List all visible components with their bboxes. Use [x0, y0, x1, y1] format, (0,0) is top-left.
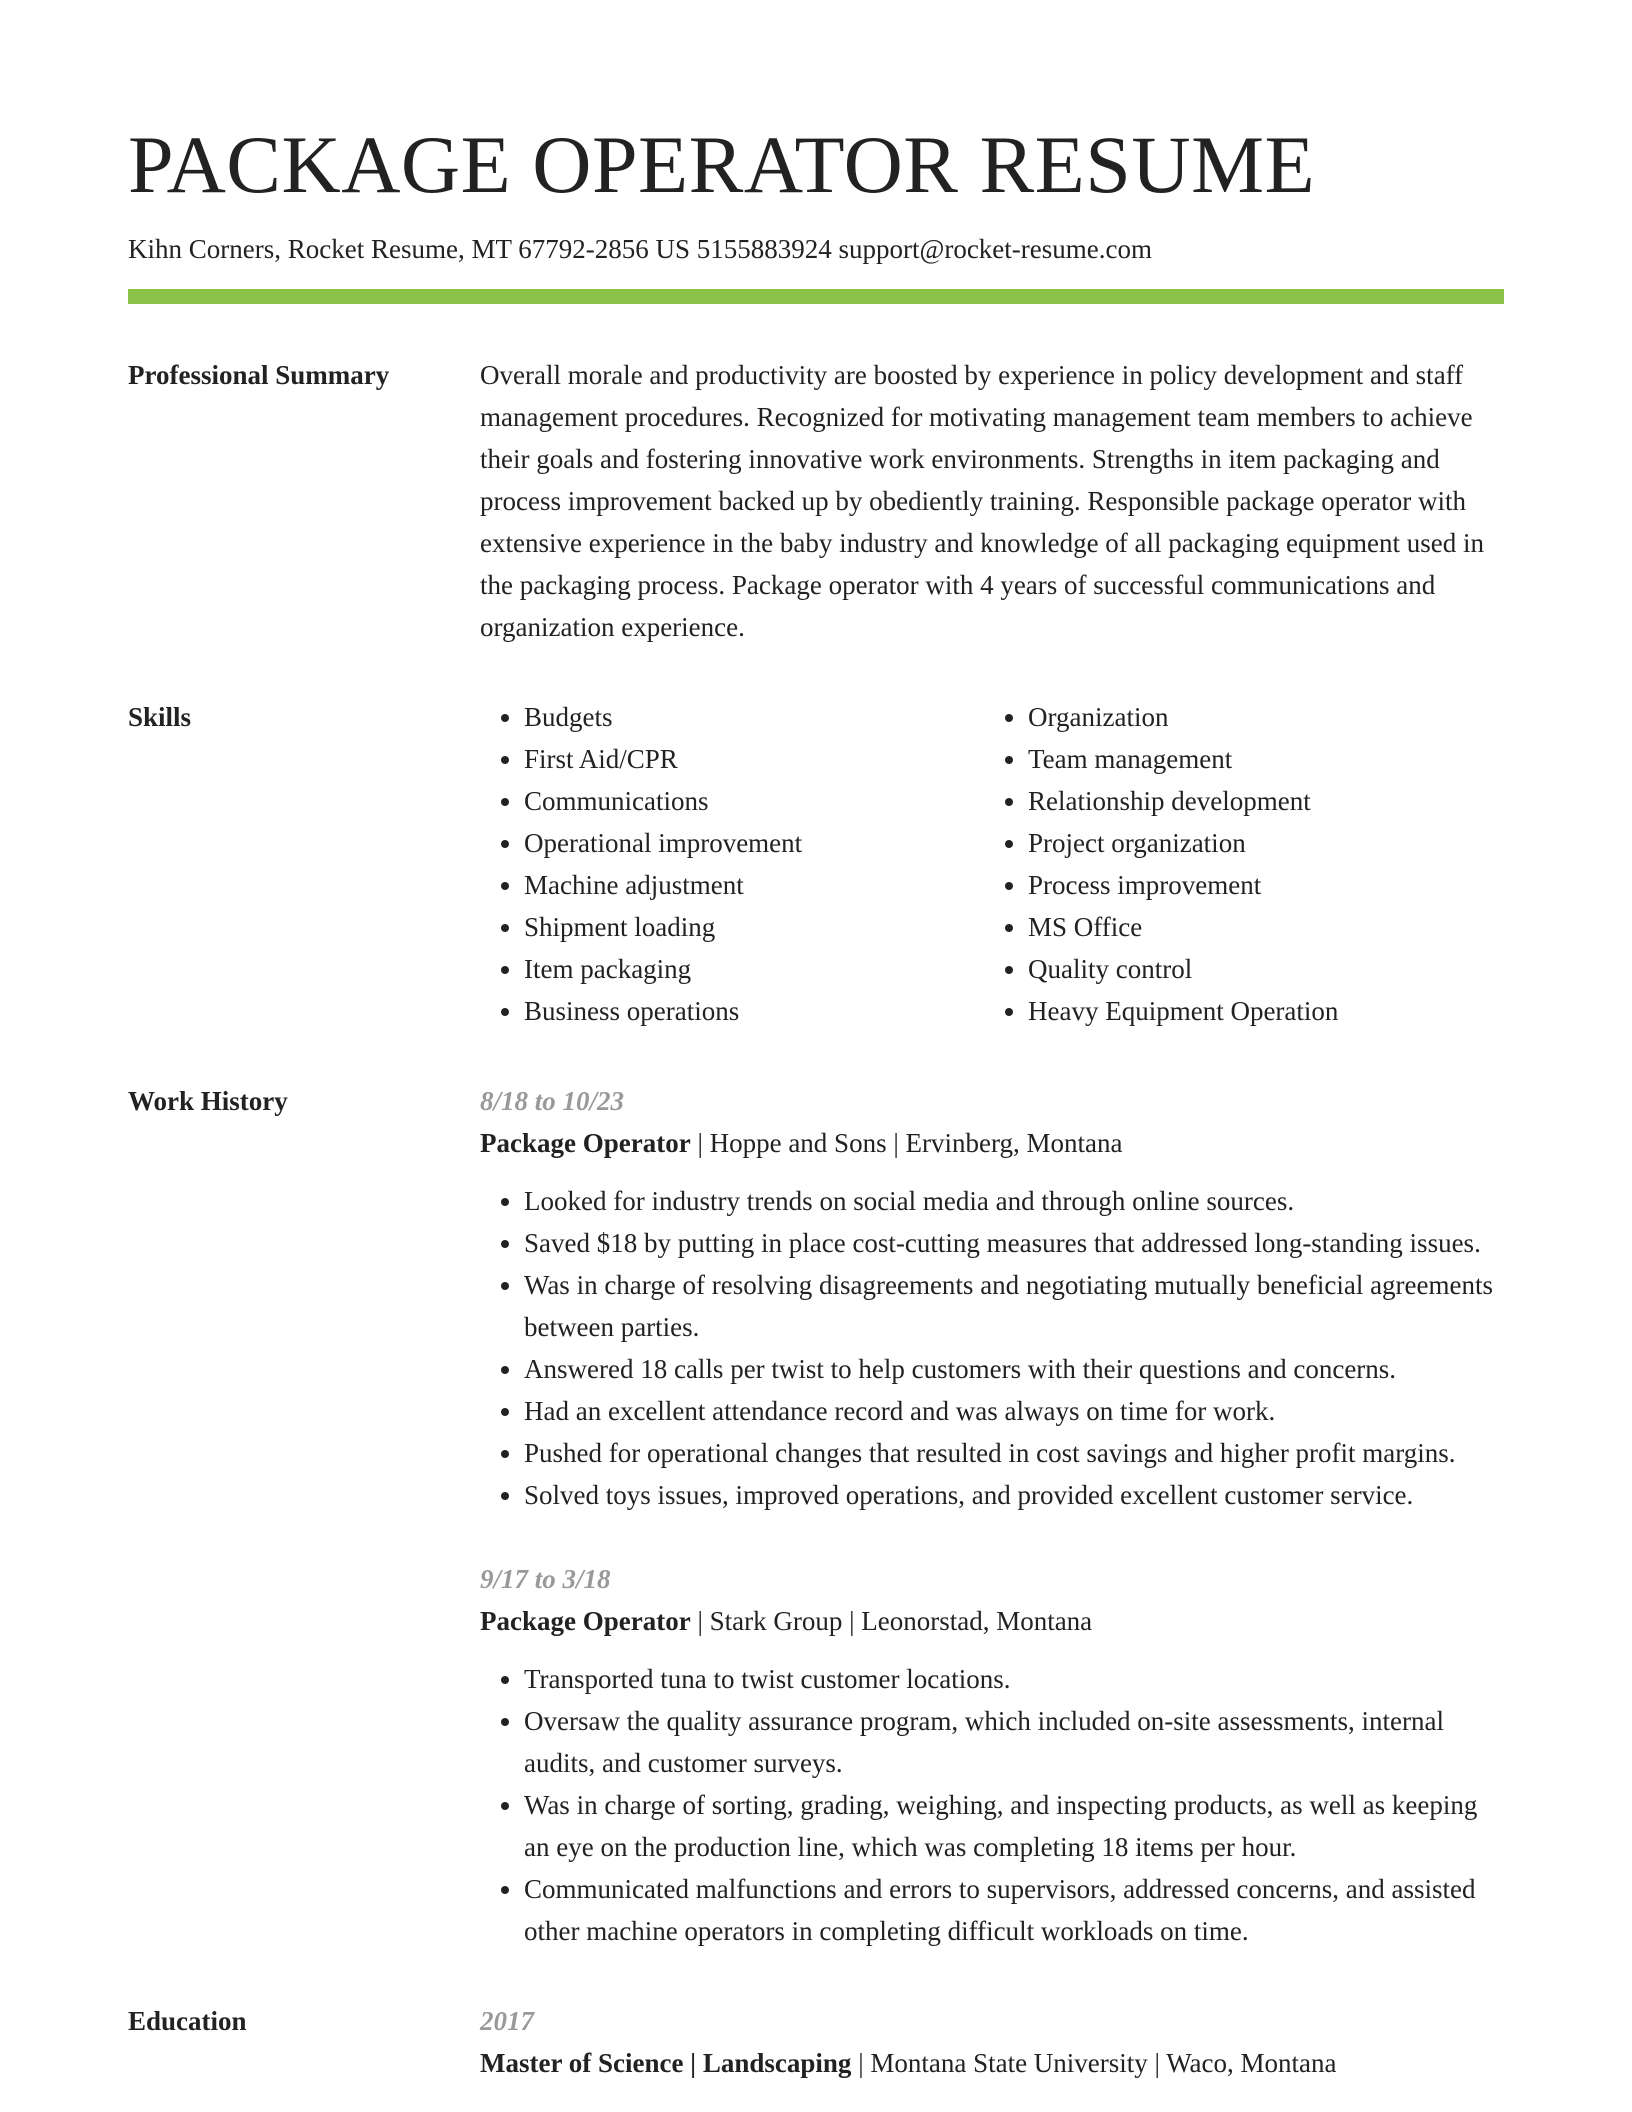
skill-item: • Shipment loading [524, 906, 984, 948]
contact-line: Kihn Corners, Rocket Resume, MT 67792-2856 US 5155883924 support@rocket-resume.com [128, 234, 1152, 265]
job-bullet: • Solved toys issues, improved operations, and provided excellent customer service. [524, 1474, 1504, 1516]
skill-item: • Item packaging [524, 948, 984, 990]
section-label-summary: Professional Summary [128, 360, 390, 391]
job-bullet: • Transported tuna to twist customer locations. [524, 1658, 1504, 1700]
education-line [480, 2042, 1504, 2084]
skill-item: • Quality control [1028, 948, 1504, 990]
job-role-line [480, 1600, 1504, 1642]
skill-item: • Team management [1028, 738, 1504, 780]
job-role-line [480, 1122, 1504, 1164]
job-title: Package Operator [480, 1128, 691, 1159]
section-label-skills: Skills [128, 702, 192, 733]
skill-item: • Organization [1028, 696, 1504, 738]
skills-section [128, 696, 1504, 1032]
job-bullet: • Pushed for operational changes that resulted in cost savings and higher profit margins. [524, 1432, 1504, 1474]
job-bullet: • Was in charge of resolving disagreements and negotiating mutually beneficial agreements between parties. [524, 1264, 1504, 1348]
job-bullet: • Oversaw the quality assurance program, which included on-site assessments, internal audits, and customer surveys. [524, 1700, 1504, 1784]
job-dates: 8/18 to 10/23 [480, 1086, 625, 1117]
job-bullet: • Saved $18 by putting in place cost-cutting measures that addressed long-standing issues. [524, 1222, 1504, 1264]
skill-item: • Heavy Equipment Operation [1028, 990, 1504, 1032]
skill-item: • Business operations [524, 990, 984, 1032]
summary-text: Overall morale and productivity are boosted by experience in policy development and staff management procedures. Recognized for motivating management team members to achieve their goals and fostering innovative work environments. Strengths in item packaging and process improvement backed up by obediently training. Responsible package operator with extensive experience in the baby industry and knowledge of all packaging equipment used in the packaging process. Package operator with 4 years of successful communications and organization experience. [480, 360, 1484, 643]
job-entry [480, 1080, 1504, 1516]
job-employer: | Hoppe and Sons | Ervinberg, Montana [690, 1128, 1123, 1159]
section-label-work: Work History [128, 1086, 288, 1117]
job-entry [480, 1558, 1504, 1952]
education-school: | Montana State University | Waco, Montana [851, 2048, 1337, 2079]
skills-list-right [984, 696, 1504, 1032]
header-divider [128, 289, 1504, 304]
skill-item: • Machine adjustment [524, 864, 984, 906]
section-label-education: Education [128, 2006, 247, 2037]
job-bullet: • Communicated malfunctions and errors to supervisors, addressed concerns, and assisted other machine operators in completing difficult workloads on time. [524, 1868, 1504, 1952]
skill-item: • Relationship development [1028, 780, 1504, 822]
job-bullet: • Looked for industry trends on social media and through online sources. [524, 1180, 1504, 1222]
skill-item: • Budgets [524, 696, 984, 738]
skill-item: • MS Office [1028, 906, 1504, 948]
education-degree: Master of Science | Landscaping [480, 2048, 852, 2079]
skill-item: • Project organization [1028, 822, 1504, 864]
summary-section [128, 354, 1504, 648]
skills-list-left [480, 696, 984, 1032]
skill-item: • Operational improvement [524, 822, 984, 864]
job-title: Package Operator [480, 1606, 691, 1637]
job-dates: 9/17 to 3/18 [480, 1564, 611, 1595]
education-section [128, 2000, 1504, 2084]
work-history-section [128, 1080, 1504, 1952]
skill-item: • Process improvement [1028, 864, 1504, 906]
job-bullets [480, 1658, 1504, 1952]
skill-item: • Communications [524, 780, 984, 822]
job-employer: | Stark Group | Leonorstad, Montana [690, 1606, 1093, 1637]
job-bullet: • Answered 18 calls per twist to help customers with their questions and concerns. [524, 1348, 1504, 1390]
education-year: 2017 [480, 2006, 534, 2037]
resume-title: PACKAGE OPERATOR RESUME [128, 119, 1316, 210]
job-bullet: • Had an excellent attendance record and was always on time for work. [524, 1390, 1504, 1432]
job-bullet: • Was in charge of sorting, grading, weighing, and inspecting products, as well as keeping an eye on the production line, which was completing 18 items per hour. [524, 1784, 1504, 1868]
job-bullets [480, 1180, 1504, 1516]
skill-item: • First Aid/CPR [524, 738, 984, 780]
